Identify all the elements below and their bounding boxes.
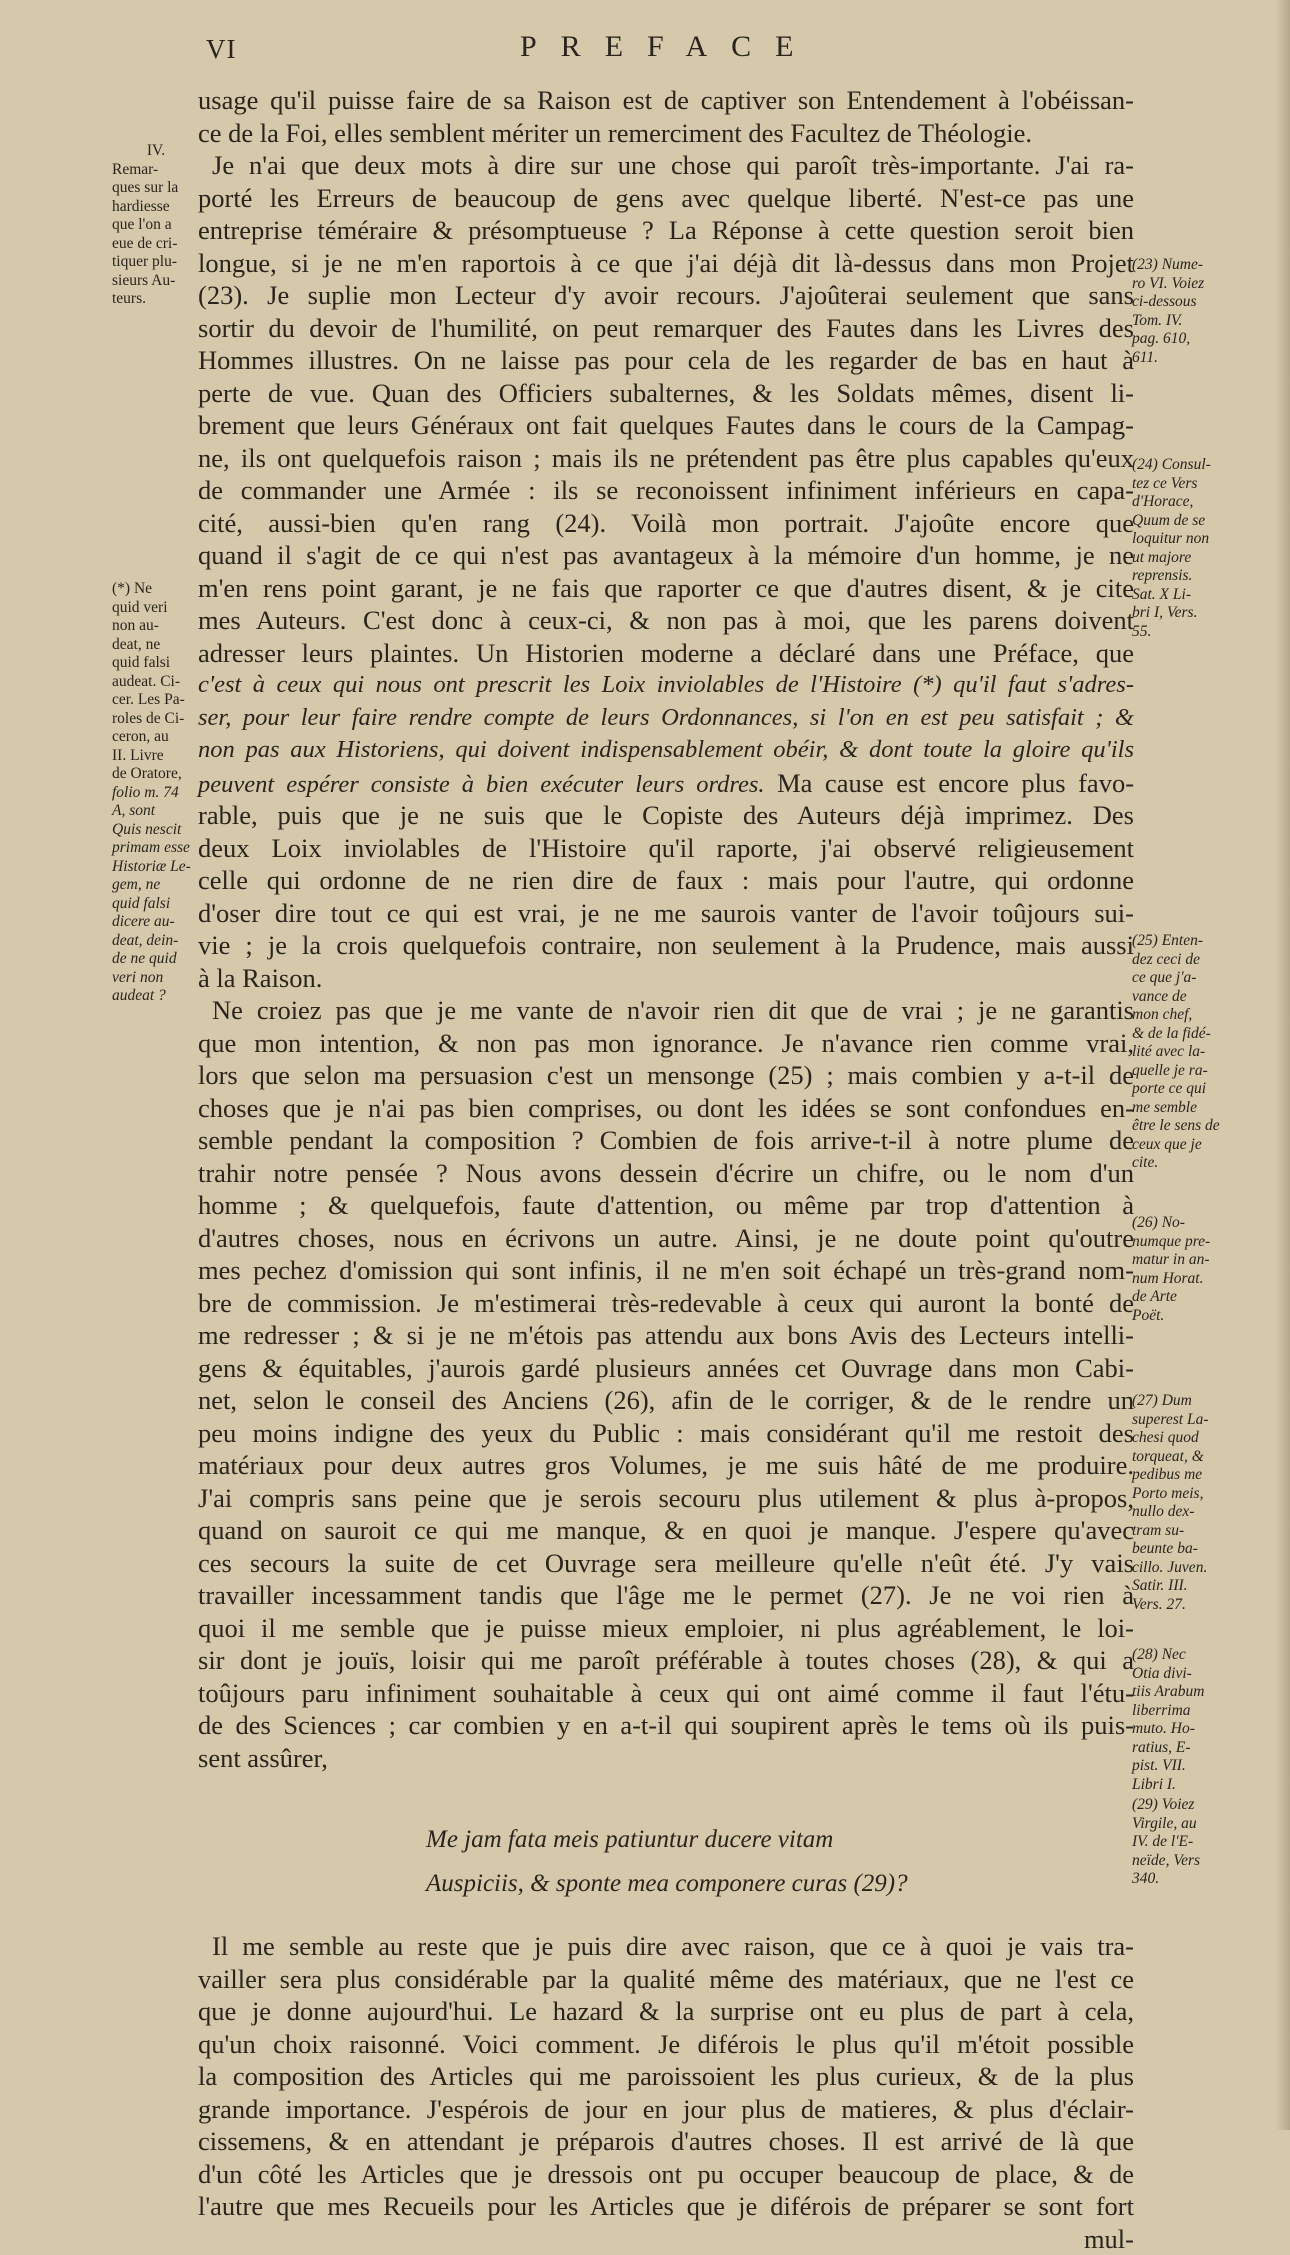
text-line: choses que je n'ai pas bien comprises, ou dont les idées se sont confondues en- [198,1092,1134,1125]
margin-note-line: Satir. III. [1132,1577,1209,1596]
margin-note-line: Quis nescit [112,821,191,840]
text-line: quand il s'agit de ce qui n'est pas avantageux à la mémoire d'un homme, je ne [198,539,1134,572]
text-line: de commander une Armée : ils se reconoissent infiniment inférieurs en capa- [198,474,1134,507]
margin-note-line: torqueat, & [1132,1448,1209,1467]
text-line: cissemens, & en attendant je préparois d'autres choses. Il est arrivé de là que [198,2125,1134,2158]
text-line: de des Sciences ; car combien y en a-t-il qui soupirent après le tems où ils puis- [198,1709,1134,1742]
margin-note-line: & de la fidé- [1132,1025,1220,1044]
margin-note-line: de Arte [1132,1288,1210,1307]
margin-note-line: loquitur non [1132,530,1211,549]
margin-note-line: lité avec la- [1132,1043,1220,1062]
text-line: porté les Erreurs de beaucoup de gens avec quelque liberté. N'est-ce pas une [198,182,1134,215]
margin-note-line: deat, dein- [112,932,191,951]
text-line: m'en rens point garant, je ne fais que raporter ce que d'autres disent, & je cite [198,572,1134,605]
text-line: celle qui ordonne de ne rien dire de faux : mais pour l'autre, qui ordonne [198,864,1134,897]
margin-note-line: ceron, au [112,728,191,747]
footnote-27 [1132,1392,1209,1614]
margin-note-line: ce que j'a- [1132,969,1220,988]
text-line: perte de vue. Quan des Officiers subalternes, & les Soldats mêmes, disent li- [198,377,1134,410]
text-line: semble pendant la composition ? Combien de fois arrive-t-il à notre plume de [198,1124,1134,1157]
margin-note-line: porte ce qui [1132,1080,1220,1099]
margin-note-line: ro VI. Voiez [1132,275,1204,294]
margin-note-line: IV. [112,142,200,161]
text-line: matériaux pour deux autres gros Volumes, je me suis hâté de me produire. [198,1449,1134,1482]
margin-note-line: (*) Ne [112,580,191,599]
margin-note-line: gem, ne [112,876,191,895]
margin-note-line: Otia divi- [1132,1665,1205,1684]
margin-note-line: quelle je ra- [1132,1062,1220,1081]
margin-note-line: reprensis. [1132,567,1211,586]
margin-note-line: eue de cri- [112,235,200,254]
margin-note-line: vance de [1132,988,1220,1007]
margin-note-line: quid falsi [112,654,191,673]
margin-note-line: dez ceci de [1132,951,1220,970]
text-line: entreprise téméraire & présomptueuse ? La Réponse à cette question seroit bien [198,214,1134,247]
text-line: Il me semble au reste que je puis dire avec raison, que ce à quoi je vais tra- [198,1930,1134,1963]
text-line: que je donne aujourd'hui. Le hazard & la surprise ont eu plus de part à cela, [198,1995,1134,2028]
text-line: peu moins indigne des yeux du Public : mais considérant qu'il me restoit des [198,1417,1134,1450]
margin-note-line: Tom. IV. [1132,312,1204,331]
text-line: cité, aussi-bien qu'en rang (24). Voilà mon portrait. J'ajoûte encore que [198,507,1134,540]
margin-note-line: Sat. X Li- [1132,586,1211,605]
text-line: d'oser dire tout ce qui est vrai, je ne me saurois vanter de l'avoir toûjours sui- [198,897,1134,930]
margin-note-line: veri non [112,969,191,988]
margin-note-line: Libri I. [1132,1776,1205,1795]
text-line: la composition des Articles qui me paroissoient les plus curieux, & de la plus [198,2060,1134,2093]
margin-note-line: non au- [112,617,191,636]
text-line: brement que leurs Généraux ont fait quelques Fautes dans le cours de la Campag- [198,409,1134,442]
margin-note-line: (27) Dum [1132,1392,1209,1411]
margin-note-line: tiquer plu- [112,253,200,272]
footnote-25 [1132,932,1220,1173]
margin-note-line: matur in an- [1132,1251,1210,1270]
text-line: sent assûrer, [198,1742,1134,1775]
text-line [198,767,1134,800]
text-line: net, selon le conseil des Anciens (26), afin de le corriger, & de le rendre un [198,1384,1134,1417]
verse-line: Auspiciis, & sponte mea componere curas (29)? [198,1862,1134,1906]
text-line: sir dont je jouïs, loisir qui me paroît préférable à toutes choses (28), & qui a [198,1644,1134,1677]
margin-note-line: mon chef, [1132,1006,1220,1025]
running-head [0,30,1290,70]
margin-note-line: II. Livre [112,747,191,766]
margin-note-line: (29) Voiez [1132,1796,1200,1815]
page-number: VI [206,34,237,65]
margin-note-line: cillo. Juven. [1132,1559,1209,1578]
text-line: rable, puis que je ne suis que le Copiste des Auteurs déjà imprimez. Des [198,799,1134,832]
text-line: travailler incessamment tandis que l'âge me le permet (27). Je ne voi rien à [198,1579,1134,1612]
text-line: Ne croiez pas que je me vante de n'avoir rien dit que de vrai ; je ne garantis [198,994,1134,1027]
margin-note-line: numque pre- [1132,1233,1210,1252]
text-line: sortir du devoir de l'humilité, on peut remarquer des Fautes dans les Livres des [198,312,1134,345]
margin-note-line: que l'on a [112,216,200,235]
text-line: vailler sera plus considérable par la qualité même des matériaux, que ne l'est ce [198,1963,1134,1996]
margin-note-line: ratius, E- [1132,1739,1205,1758]
margin-note-line: ci-dessous [1132,293,1204,312]
text-line: que mon intention, & non pas mon ignorance. Je n'avance rien comme vrai, [198,1027,1134,1060]
main-text-block [198,84,1134,2255]
margin-note-line: d'Horace, [1132,493,1211,512]
text-line: longue, si je ne m'en raportois à ce que j'ai déjà dit là-dessus dans mon Projet [198,247,1134,280]
margin-note-line: chesi quod [1132,1429,1209,1448]
margin-note-cicero [112,580,191,1006]
margin-note-line: Virgile, au [1132,1815,1200,1834]
margin-note-line: pedibus me [1132,1466,1209,1485]
text-line: toûjours paru infiniment souhaitable à ceux qui ont aimé comme il faut l'étu- [198,1677,1134,1710]
margin-note-line: teurs. [112,290,200,309]
margin-note-line: 340. [1132,1870,1200,1889]
footnote-23 [1132,256,1204,367]
quoted-italic-text: peuvent espérer consiste à bien exécuter leurs ordres. [198,771,765,798]
text-line: quand on sauroit ce qui me manque, & en quoi je manque. J'espere qu'avec [198,1514,1134,1547]
margin-note-line: pist. VII. [1132,1757,1205,1776]
margin-note-line: ceux que je [1132,1136,1220,1155]
text-line: ne, ils ont quelquefois raison ; mais ils ne prétendent pas être plus capables qu'eux [198,442,1134,475]
text-line: bre de commission. Je m'estimerai très-redevable à ceux qui auront la bonté de [198,1287,1134,1320]
margin-note-line: tiis Arabum [1132,1683,1205,1702]
verse-line: Me jam fata meis patiuntur ducere vitam [198,1818,1134,1862]
margin-note-line: tez ce Vers [1132,475,1211,494]
text-line: d'autres choses, nous en écrivons un autre. Ainsi, je ne doute point qu'outre [198,1222,1134,1255]
margin-note-line: de Oratore, [112,765,191,784]
margin-note-line: beunte ba- [1132,1540,1209,1559]
text-line: vie ; je la crois quelquefois contraire, non seulement à la Prudence, mais aussi [198,929,1134,962]
margin-note-line: de ne quid [112,950,191,969]
margin-note-line: hardiesse [112,198,200,217]
margin-note-line: quid veri [112,599,191,618]
margin-note-line: (25) Enten- [1132,932,1220,951]
text-line: ser, pour leur faire rendre compte de leurs Ordonnances, si l'on en est peu satisfait ; & [198,702,1134,735]
text-line: mes pechez d'omission qui sont infinis, il ne m'en soit échapé un très-grand nom- [198,1254,1134,1287]
text-line: non pas aux Historiens, qui doivent indispensablement obéir, & dont toute la gloire qu'ils [198,734,1134,767]
margin-note-line: (26) No- [1132,1214,1210,1233]
footnote-24 [1132,456,1211,641]
margin-note-line: primam esse [112,839,191,858]
text-line: J'ai compris sans peine que je serois secouru plus utilement & plus à-propos, [198,1482,1134,1515]
text-line: deux Loix inviolables de l'Histoire qu'il raporte, j'ai observé religieusement [198,832,1134,865]
text-segment: Ma cause est encore plus favo- [777,768,1134,798]
running-title: PREFACE [520,30,817,64]
text-line: ce de la Foi, elles semblent mériter un remerciment des Facultez de Théologie. [198,117,1134,150]
margin-note-line: audeat. Ci- [112,673,191,692]
text-line: gens & équitables, j'aurois gardé plusieurs années cet Ouvrage dans mon Cabi- [198,1352,1134,1385]
margin-note-line: bri I, Vers. [1132,604,1211,623]
text-line: Je n'ai que deux mots à dire sur une chose qui paroît très-importante. J'ai ra- [198,149,1134,182]
margin-note-line: pag. 610, [1132,330,1204,349]
margin-note-line: 55. [1132,623,1211,642]
margin-note-line: cite. [1132,1154,1220,1173]
margin-note-line: Remar- [112,161,200,180]
margin-note-line: A, sont [112,802,191,821]
margin-note-line: neïde, Vers [1132,1852,1200,1871]
margin-note-line: 611. [1132,349,1204,368]
page-edge-shadow [1276,0,1290,2130]
footnote-28 [1132,1646,1205,1794]
text-line: quoi il me semble que je puisse mieux emploier, ni plus agréablement, le loi- [198,1612,1134,1645]
margin-note-line: Poët. [1132,1307,1210,1326]
text-line: usage qu'il puisse faire de sa Raison est de captiver son Entendement à l'obéissan- [198,84,1134,117]
text-line: ces secours la suite de cet Ouvrage sera meilleure qu'elle n'eût été. J'y vais [198,1547,1134,1580]
margin-note-iv [112,142,200,309]
margin-note-line: num Horat. [1132,1270,1210,1289]
text-line: à la Raison. [198,962,1134,995]
text-line: mes Auteurs. C'est donc à ceux-ci, & non pas à moi, que les parens doivent [198,604,1134,637]
margin-note-line: quid falsi [112,895,191,914]
text-line: me redresser ; & si je ne m'étois pas attendu aux bons Avis des Lecteurs intelli- [198,1319,1134,1352]
margin-note-line: Historiæ Le- [112,858,191,877]
margin-note-line: (23) Nume- [1132,256,1204,275]
margin-note-line: tram su- [1132,1522,1209,1541]
text-line: l'autre que mes Recueils pour les Articles que je diférois de préparer se sont fort [198,2190,1134,2223]
margin-note-line: ques sur la [112,179,200,198]
margin-note-line: Quum de se [1132,512,1211,531]
footnote-26 [1132,1214,1210,1325]
text-line: grande importance. J'espérois de jour en jour plus de matieres, & plus d'éclair- [198,2093,1134,2126]
margin-note-line: IV. de l'E- [1132,1833,1200,1852]
text-line: adresser leurs plaintes. Un Historien moderne a déclaré dans une Préface, que [198,637,1134,670]
margin-note-line: folio m. 74 [112,784,191,803]
text-line: c'est à ceux qui nous ont prescrit les Loix inviolables de l'Histoire (*) qu'il faut s'adres- [198,669,1134,702]
text-line: d'un côté les Articles que je dressois ont pu occuper beaucoup de place, & de [198,2158,1134,2191]
text-line: trahir notre pensée ? Nous avons dessein d'écrire un chifre, ou le nom d'un [198,1157,1134,1190]
margin-note-line: audeat ? [112,987,191,1006]
margin-note-line: deat, ne [112,636,191,655]
margin-note-line: nullo dex- [1132,1503,1209,1522]
margin-note-line: roles de Ci- [112,710,191,729]
margin-note-line: (28) Nec [1132,1646,1205,1665]
footnote-29 [1132,1796,1200,1889]
text-line: Hommes illustres. On ne laisse pas pour cela de les regarder de bas en haut à [198,344,1134,377]
margin-note-line: sieurs Au- [112,272,200,291]
catchword: mul- [198,2223,1134,2255]
margin-note-line: dicere au- [112,913,191,932]
text-line: lors que selon ma persuasion c'est un mensonge (25) ; mais combien y a-t-il de [198,1059,1134,1092]
margin-note-line: cer. Les Pa- [112,691,191,710]
text-line: qu'un choix raisonné. Voici comment. Je diférois le plus qu'il m'étoit possible [198,2028,1134,2061]
margin-note-line: Porto meis, [1132,1485,1209,1504]
margin-note-line: liberrima [1132,1702,1205,1721]
margin-note-line: être le sens de [1132,1117,1220,1136]
margin-note-line: Vers. 27. [1132,1596,1209,1615]
margin-note-line: (24) Consul- [1132,456,1211,475]
margin-note-line: muto. Ho- [1132,1720,1205,1739]
margin-note-line: ut majore [1132,549,1211,568]
margin-note-line: superest La- [1132,1411,1209,1430]
text-line: homme ; & quelquefois, faute d'attention, ou même par trop d'attention à [198,1189,1134,1222]
text-line: (23). Je suplie mon Lecteur d'y avoir recours. J'ajoûterai seulement que sans [198,279,1134,312]
margin-note-line: me semble [1132,1099,1220,1118]
